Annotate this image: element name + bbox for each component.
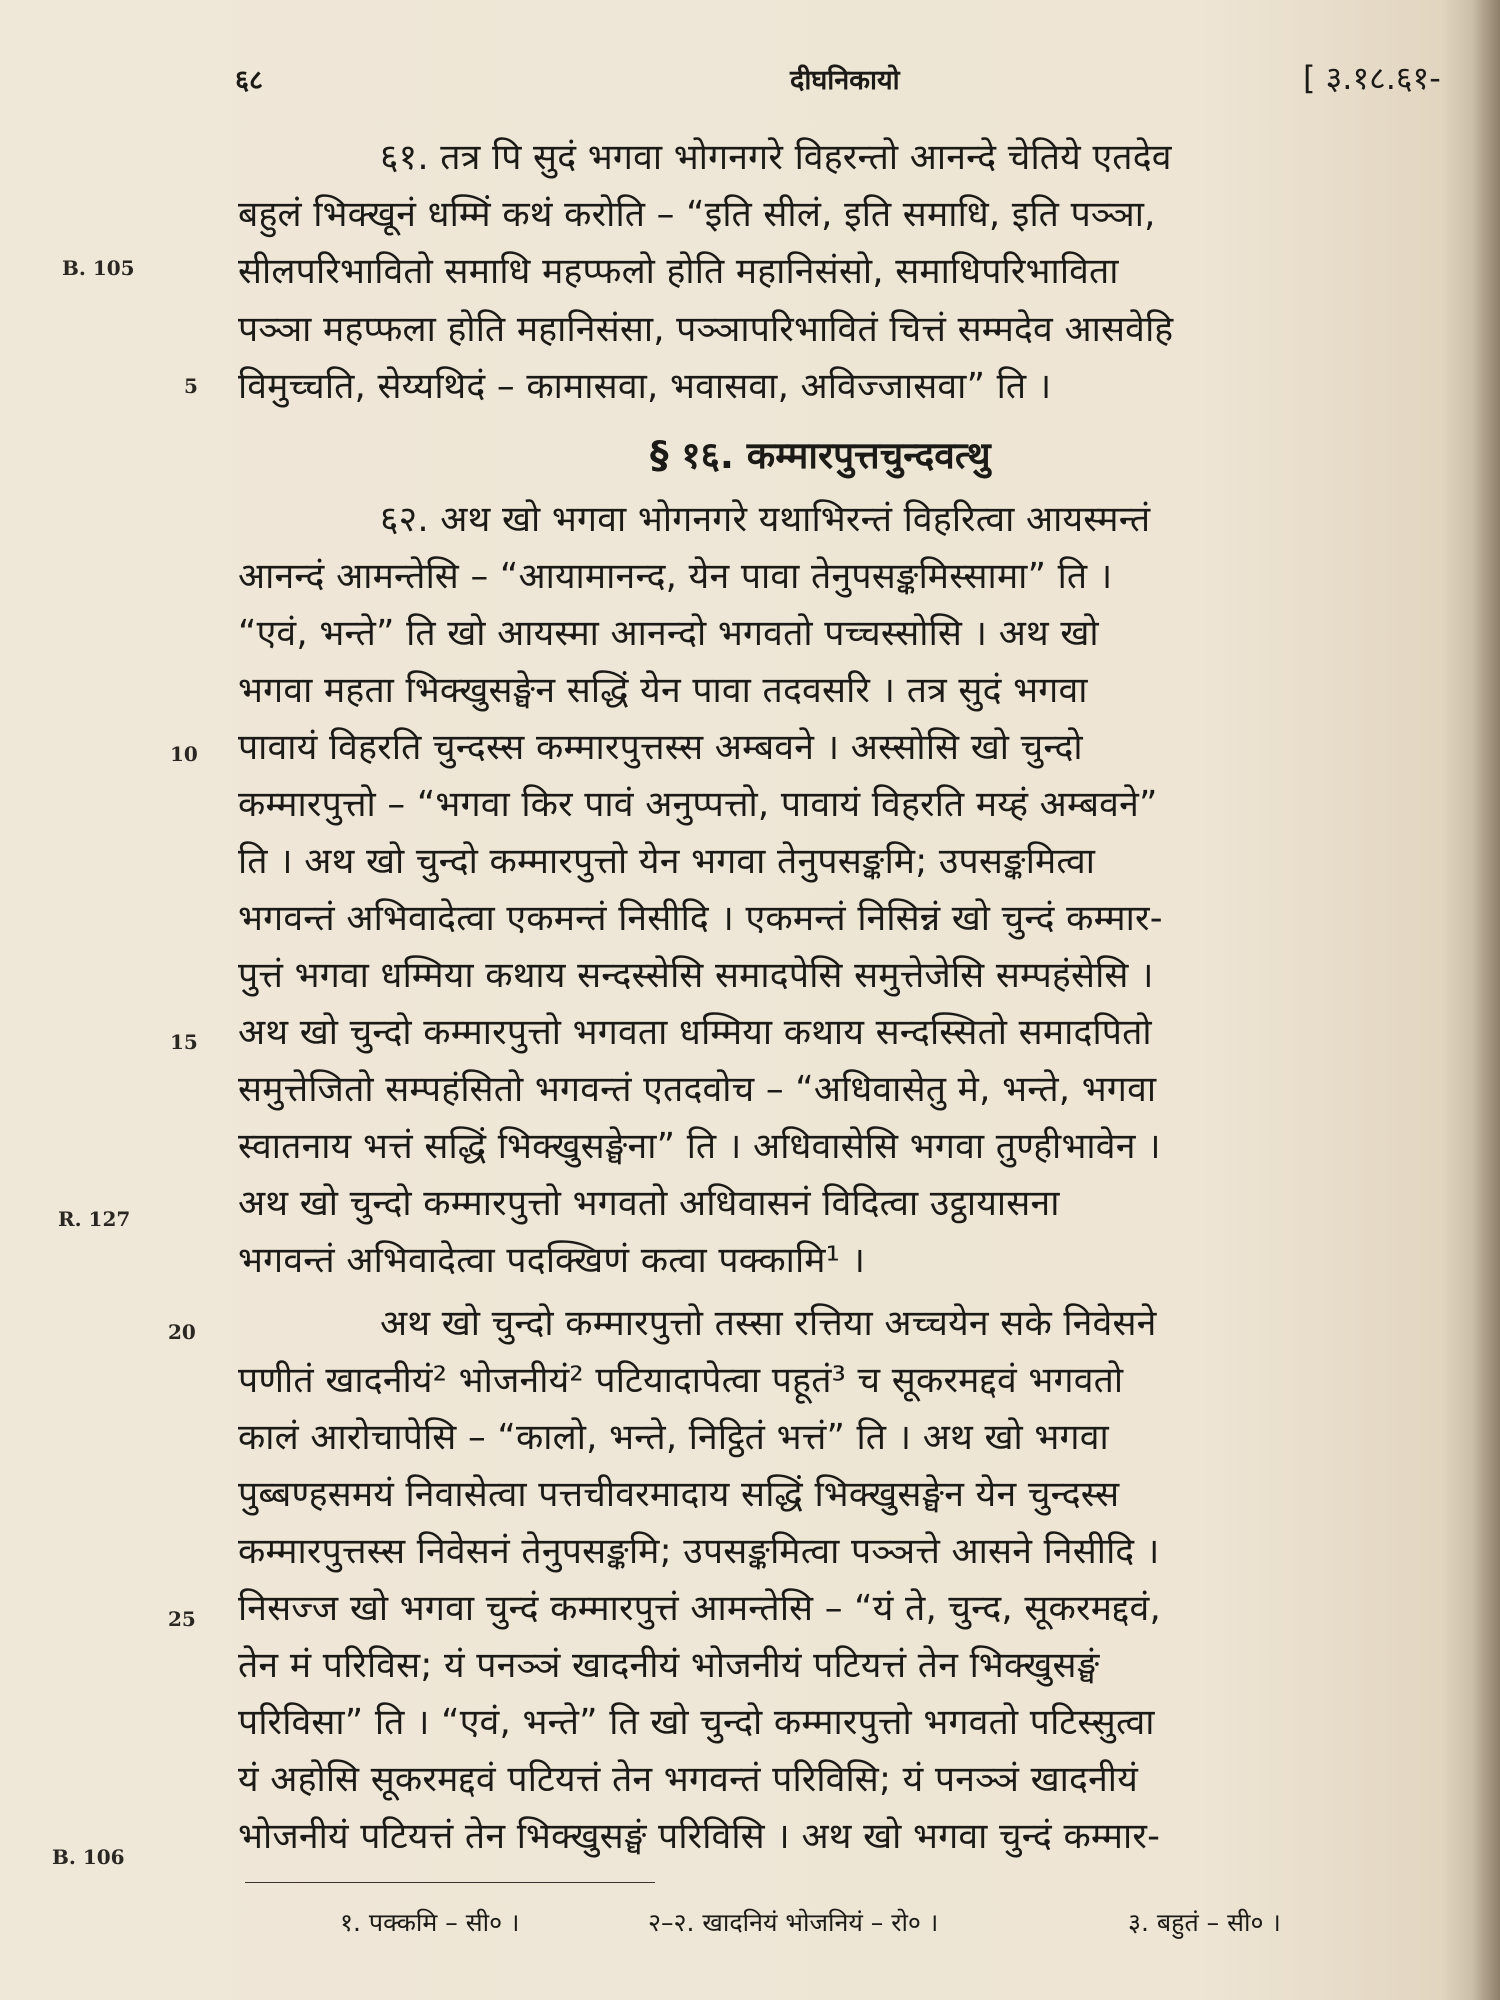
text-line: पञ्ञा महप्फला होति महानिसंसा, पञ्ञापरिभावितं चित्तं सम्मदेव आसवेहि [238, 309, 1174, 350]
text-line: अथ खो चुन्दो कम्मारपुत्तो भगवतो अधिवासनं विदित्वा उट्ठायासना [238, 1183, 1060, 1224]
running-header [0, 60, 1500, 104]
text-line: भोजनीयं पटियत्तं तेन भिक्खुसङ्घं परिविसि । अथ खो भगवा चुन्दं कम्मार- [238, 1816, 1161, 1857]
page-number: ६८ [235, 65, 264, 96]
text-line: निसज्ज खो भगवा चुन्दं कम्मारपुत्तं आमन्तेसि – “यं ते, चुन्द, सूकरमद्दवं, [238, 1588, 1161, 1629]
text-line: कम्मारपुत्तो – “भगवा किर पावं अनुप्पत्तो, पावायं विहरति मय्हं अम्बवने” [238, 784, 1158, 825]
text-line: सीलपरिभावितो समाधि महप्फलो होति महानिसंसो, समाधिपरिभाविता [238, 251, 1119, 292]
text-line: अथ खो चुन्दो कम्मारपुत्तो तस्सा रत्तिया अच्चयेन सके निवेसने [380, 1303, 1157, 1344]
text-line: भगवन्तं अभिवादेत्वा पदक्खिणं कत्वा पक्कामि¹ । [238, 1240, 866, 1281]
footnote-divider [245, 1882, 655, 1883]
text-line: भगवा महता भिक्खुसङ्घेन सद्धिं येन पावा तदवसरि । तत्र सुदं भगवा [238, 670, 1088, 711]
text-line: समुत्तेजितो सम्पहंसितो भगवन्तं एतदवोच – “अधिवासेतु मे, भन्ते, भगवा [238, 1069, 1157, 1110]
text-line: विमुच्चति, सेय्यथिदं – कामासवा, भवासवा, अविज्जासवा” ति । [238, 366, 1052, 407]
margin-ref-b105: B. 105 [62, 256, 135, 280]
text-line: कालं आरोचापेसि – “कालो, भन्ते, निट्ठितं भत्तं” ति । अथ खो भगवा [238, 1417, 1109, 1458]
text-line: पावायं विहरति चुन्दस्स कम्मारपुत्तस्स अम्बवने । अस्सोसि खो चुन्दो [238, 727, 1083, 768]
text-line: यं अहोसि सूकरमद्दवं पटियत्तं तेन भगवन्तं परिविसि; यं पनञ्ञं खादनीयं [238, 1759, 1138, 1800]
margin-ref-r127: R. 127 [58, 1207, 131, 1231]
text-line: ६२. अथ खो भगवा भोगनगरे यथाभिरन्तं विहरित्वा आयस्मन्तं [380, 499, 1151, 540]
text-line: तेन मं परिविस; यं पनञ्ञं खादनीयं भोजनीयं पटियत्तं तेन भिक्खुसङ्घं [238, 1645, 1100, 1686]
text-line: ६१. तत्र पि सुदं भगवा भोगनगरे विहरन्तो आनन्दे चेतिये एतदेव [380, 137, 1172, 178]
line-number: 10 [170, 742, 198, 766]
section-reference: [ ३.१८.६१- [1303, 59, 1441, 97]
text-line: “एवं, भन्ते” ति खो आयस्मा आनन्दो भगवतो पच्चस्सोसि । अथ खो [238, 613, 1099, 654]
text-line: पुब्बण्हसमयं निवासेत्वा पत्तचीवरमादाय सद्धिं भिक्खुसङ्घेन येन चुन्दस्स [238, 1474, 1120, 1515]
page-title: दीघनिकायो [790, 65, 900, 96]
line-number: 25 [168, 1607, 196, 1631]
text-line: पणीतं खादनीयं² भोजनीयं² पटियादापेत्वा पहूतं³ च सूकरमद्दवं भगवतो [238, 1360, 1124, 1401]
line-number: 15 [170, 1030, 198, 1054]
text-line: बहुलं भिक्खूनं धम्मिं कथं करोति – “इति सीलं, इति समाधि, इति पञ्ञा, [238, 194, 1156, 235]
margin-ref-b106: B. 106 [52, 1845, 125, 1869]
text-line: परिविसा” ति । “एवं, भन्ते” ति खो चुन्दो कम्मारपुत्तो भगवतो पटिस्सुत्वा [238, 1702, 1155, 1743]
section-heading: § १६. कम्मारपुत्तचुन्दवत्थु [650, 434, 991, 477]
text-line: पुत्तं भगवा धम्मिया कथाय सन्दस्सेसि समादपेसि समुत्तेजेसि सम्पहंसेसि । [238, 955, 1154, 996]
text-line: भगवन्तं अभिवादेत्वा एकमन्तं निसीदि । एकमन्तं निसिन्नं खो चुन्दं कम्मार- [238, 898, 1163, 939]
text-line: स्वातनाय भत्तं सद्धिं भिक्खुसङ्घेना” ति । अधिवासेसि भगवा तुण्हीभावेन । [238, 1126, 1161, 1167]
footnote-3: ३. बहुतं – सी० । [1128, 1908, 1281, 1937]
text-line: आनन्दं आमन्तेसि – “आयामानन्द, येन पावा तेनुपसङ्कमिस्सामा” ति । [238, 556, 1113, 597]
text-line: ति । अथ खो चुन्दो कम्मारपुत्तो येन भगवा तेनुपसङ्कमि; उपसङ्कमित्वा [238, 841, 1096, 882]
footnotes [0, 1905, 1500, 1945]
line-number: 20 [168, 1320, 196, 1344]
footnote-2: २–२. खादनियं भोजनियं – रो० । [648, 1908, 939, 1937]
page-edge-shadow [1472, 0, 1500, 2000]
footnote-1: १. पक्कमि – सी० । [340, 1908, 520, 1937]
text-line: अथ खो चुन्दो कम्मारपुत्तो भगवता धम्मिया कथाय सन्दस्सितो समादपितो [238, 1012, 1152, 1053]
line-number: 5 [184, 374, 198, 398]
text-line: कम्मारपुत्तस्स निवेसनं तेनुपसङ्कमि; उपसङ्कमित्वा पञ्ञत्ते आसने निसीदि । [238, 1531, 1160, 1572]
